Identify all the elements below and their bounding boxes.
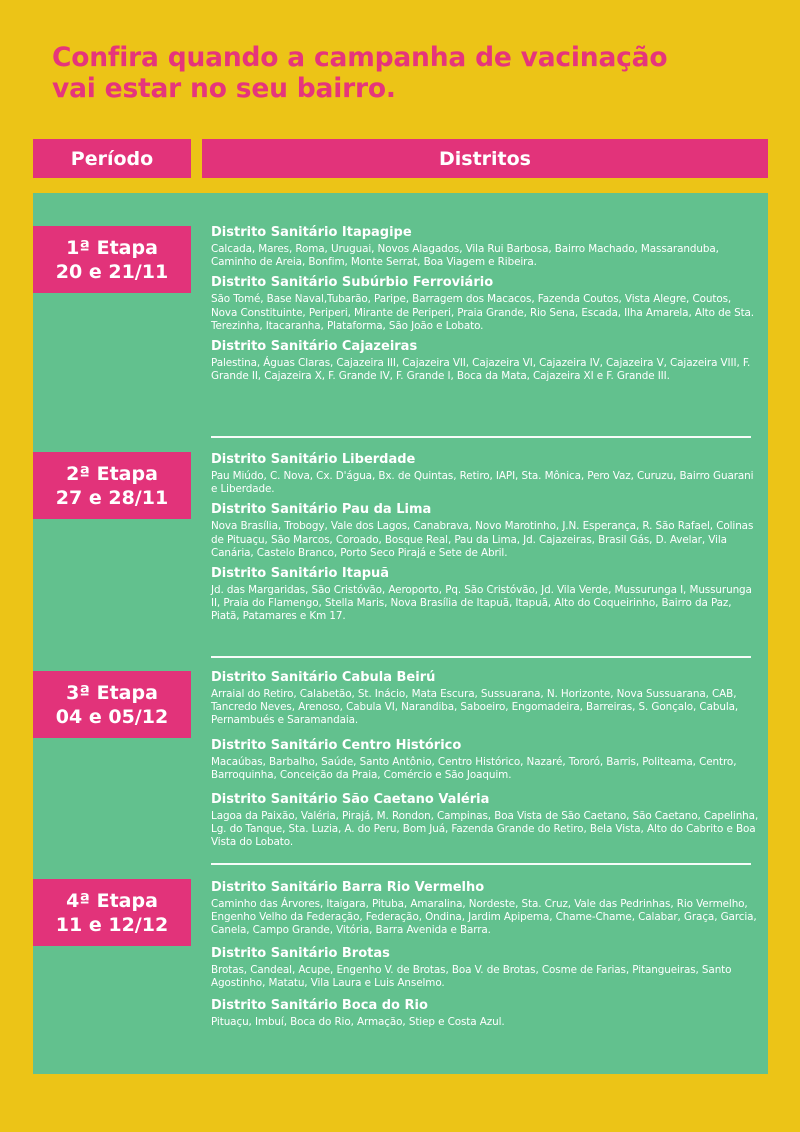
stage-2-name: 2ª Etapa xyxy=(66,462,158,485)
stage-2-label xyxy=(33,452,191,519)
stage-4-districts xyxy=(211,880,759,1035)
district-neighborhoods: Jd. das Margaridas, São Cristóvão, Aeroporto, Pq. São Cristóvão, Jd. Vila Verde, Mussurunga I, Mussurunga II, Praia do Flamengo, Stella Maris, Nova Brasília de Itapuã, Itapuã, Alto do Coqueirinho, Bairro da Paz, Piatã, Patamares e Km 17. xyxy=(211,584,752,623)
stage-1-districts xyxy=(211,225,759,389)
district-neighborhoods: Nova Brasília, Trobogy, Vale dos Lagos, Canabrava, Novo Marotinho, J.N. Esperança, R. São Rafael, Colinas de Pituaçu, São Marcos, Coroado, Bosque Real, Pau da Lima, Jd. Cajazeiras, Brasil Gás, D. Avelar, Vila Canária, Castelo Branco, Porto Seco Pirajá e Sete de Abril. xyxy=(211,520,754,559)
stage-4-label xyxy=(33,879,191,946)
district-neighborhoods: Arraial do Retiro, Calabetão, St. Inácio, Mata Escura, Sussuarana, N. Horizonte, Nova Sussuarana, CAB, Tancredo Neves, Arenoso, Cabula VI, Narandiba, Saboeiro, Engomadeira, Barreiras, S. Gonçalo, Cabula, Pernambués e Saramandaia. xyxy=(211,688,739,727)
district-neighborhoods: Lagoa da Paixão, Valéria, Pirajá, M. Rondon, Campinas, Boa Vista de São Caetano, São Caetano, Capelinha, Lg. do Tanque, Sta. Luzia, A. do Peru, Bom Juá, Fazenda Grande do Retiro, Bela Vista, Alto do Cabrito e Boa Vista do Lobato. xyxy=(211,810,759,849)
district-liberdade xyxy=(211,452,759,496)
stage-1-name: 1ª Etapa xyxy=(66,236,158,259)
header-distritos: Distritos xyxy=(202,139,768,178)
district-name: Distrito Sanitário Liberdade xyxy=(211,452,416,467)
district-name: Distrito Sanitário Pau da Lima xyxy=(211,502,432,518)
stage-3-name: 3ª Etapa xyxy=(66,681,158,704)
district-cajazeiras xyxy=(211,339,759,383)
stage-separator xyxy=(211,863,751,865)
district-neighborhoods: São Tomé, Base Naval,Tubarão, Paripe, Barragem dos Macacos, Fazenda Coutos, Vista Alegre, Coutos, Nova Constituinte, Periperi, Mirante de Periperi, Praia Grande, Rio Sena, Escada, Ilha Amarela, Alto de Sta. Terezinha, Itacaranha, Plataforma, São João e Lobato. xyxy=(211,293,755,332)
title-line-1: Confira quando a campanha de vacinação xyxy=(52,42,668,73)
district-neighborhoods: Brotas, Candeal, Acupe, Engenho V. de Brotas, Boa V. de Brotas, Cosme de Farias, Pitangueiras, Santo Agostinho, Matatu, Vila Laura e Luis Anselmo. xyxy=(211,963,732,989)
district-name: Distrito Sanitário Cajazeiras xyxy=(211,339,418,355)
district-name: Distrito Sanitário Cabula Beirú xyxy=(211,670,436,685)
stage-3-dates: 04 e 05/12 xyxy=(55,705,169,728)
district-itapua xyxy=(211,566,759,624)
district-name: Distrito Sanitário Brotas xyxy=(211,945,390,961)
district-neighborhoods: Calcada, Mares, Roma, Uruguai, Novos Alagados, Vila Rui Barbosa, Bairro Machado, Massaranduba, Caminho de Areia, Bonfim, Monte Serrat, Boa Viagem e Ribeira. xyxy=(211,243,719,269)
stage-2-districts xyxy=(211,452,759,630)
title-line-2: vai estar no seu bairro. xyxy=(52,73,396,104)
district-name: Distrito Sanitário São Caetano Valéria xyxy=(211,792,490,808)
district-neighborhoods: Macaúbas, Barbalho, Saúde, Santo Antônio, Centro Histórico, Nazaré, Tororó, Barris, Politeama, Centro, Barroquinha, Conceição da Praia, Comércio e São Joaquim. xyxy=(211,755,737,781)
district-cabula-beiru xyxy=(211,670,759,728)
stage-4-name: 4ª Etapa xyxy=(66,889,158,912)
stage-separator xyxy=(211,436,751,438)
stage-1-label xyxy=(33,226,191,293)
stage-4-dates: 11 e 12/12 xyxy=(55,913,169,936)
stage-3-label xyxy=(33,671,191,738)
district-suburbio-ferroviario xyxy=(211,275,759,333)
district-brotas xyxy=(211,946,759,990)
stage-1-dates: 20 e 21/11 xyxy=(55,260,169,283)
district-name: Distrito Sanitário Itapuã xyxy=(211,566,390,582)
district-neighborhoods: Palestina, Águas Claras, Cajazeira III, Cajazeira VII, Cajazeira VI, Cajazeira IV, Cajazeira V, Cajazeira VIII, F. Grande II, Cajazeira X, F. Grande IV, F. Grande I, Boca da Mata, Cajazeira XI e F. Grande III. xyxy=(211,357,751,383)
stage-separator xyxy=(211,656,751,658)
district-neighborhoods: Caminho das Árvores, Itaigara, Pituba, Amaralina, Nordeste, Sta. Cruz, Vale das Pedrinhas, Rio Vermelho, Engenho Velho da Federação, Federação, Ondina, Jardim Apipema, Chame-Chame, Calabar, Graça, Garcia, Canela, Campo Grande, Vitória, Barra Avenida e Barra. xyxy=(211,898,757,937)
district-centro-historico xyxy=(211,738,759,782)
district-sao-caetano-valeria xyxy=(211,792,759,850)
district-name: Distrito Sanitário Subúrbio Ferroviário xyxy=(211,275,494,291)
page-title xyxy=(52,42,752,104)
district-name: Distrito Sanitário Boca do Rio xyxy=(211,998,428,1014)
stage-3-districts xyxy=(211,670,759,856)
district-pau-da-lima xyxy=(211,502,759,560)
district-name: Distrito Sanitário Centro Histórico xyxy=(211,737,462,753)
district-name: Distrito Sanitário Itapagipe xyxy=(211,225,412,240)
district-barra-rio-vermelho xyxy=(211,880,759,938)
stage-2-dates: 27 e 28/11 xyxy=(55,486,169,509)
district-itapagipe xyxy=(211,225,759,269)
district-neighborhoods: Pituaçu, Imbuí, Boca do Rio, Armação, Stiep e Costa Azul. xyxy=(211,1016,505,1029)
district-neighborhoods: Pau Miúdo, C. Nova, Cx. D'água, Bx. de Quintas, Retiro, IAPI, Sta. Mônica, Pero Vaz, Curuzu, Bairro Guarani e Liberdade. xyxy=(211,470,754,496)
district-boca-do-rio xyxy=(211,998,759,1029)
header-periodo: Período xyxy=(33,139,191,178)
district-name: Distrito Sanitário Barra Rio Vermelho xyxy=(211,880,485,895)
